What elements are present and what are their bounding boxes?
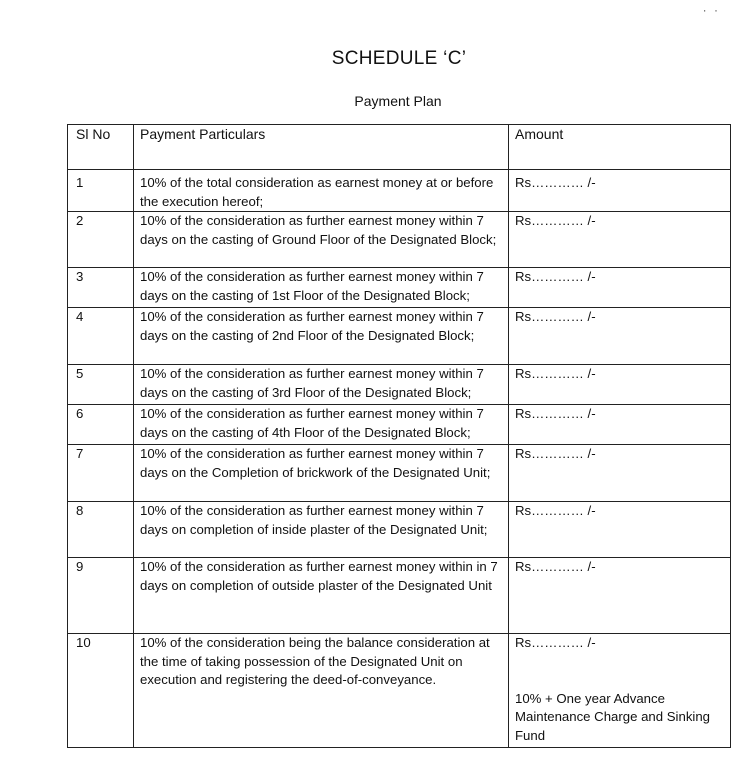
row-amount: Rs………… /- bbox=[509, 268, 731, 308]
row-sl-no: 9 bbox=[68, 558, 134, 634]
row-particulars: 10% of the consideration being the balance consideration at the time of taking possession of the Designated Unit on execution and registering the deed-of-conveyance. bbox=[134, 634, 509, 748]
row-sl-no: 2 bbox=[68, 212, 134, 268]
row-sl-no: 6 bbox=[68, 405, 134, 445]
table-row bbox=[68, 502, 731, 558]
row-particulars: 10% of the consideration as further earnest money within 7 days on the casting of Ground Floor of the Designated Block; bbox=[134, 212, 509, 268]
table-row bbox=[68, 445, 731, 502]
table-row bbox=[68, 634, 731, 748]
row-sl-no: 10 bbox=[68, 634, 134, 748]
row-particulars: 10% of the consideration as further earnest money within 7 days on the Completion of brickwork of the Designated Unit; bbox=[134, 445, 509, 502]
row-sl-no: 4 bbox=[68, 308, 134, 365]
row-sl-no: 1 bbox=[68, 170, 134, 212]
row-particulars: 10% of the total consideration as earnest money at or before the execution hereof; bbox=[134, 170, 509, 212]
row-particulars: 10% of the consideration as further earnest money within 7 days on completion of inside plaster of the Designated Unit; bbox=[134, 502, 509, 558]
corner-mark: · · bbox=[702, 3, 720, 17]
row-particulars: 10% of the consideration as further earnest money within 7 days on the casting of 4th Floor of the Designated Block; bbox=[134, 405, 509, 445]
row-amount: Rs………… /- bbox=[509, 502, 731, 558]
row-amount: Rs………… /- bbox=[509, 170, 731, 212]
row-amount-cell bbox=[509, 634, 731, 748]
document-title: SCHEDULE ‘C’ bbox=[331, 48, 467, 69]
table-row bbox=[68, 558, 731, 634]
row-amount: Rs………… /- bbox=[509, 212, 731, 268]
header-sl-no: Sl No bbox=[68, 125, 134, 170]
amount-note: 10% + One year Advance Maintenance Charge and Sinking Fund bbox=[515, 690, 711, 743]
row-amount: Rs………… /- bbox=[509, 445, 731, 502]
row-sl-no: 3 bbox=[68, 268, 134, 308]
table-header-row bbox=[68, 125, 731, 170]
table-row bbox=[68, 268, 731, 308]
row-particulars: 10% of the consideration as further earnest money within 7 days on the casting of 2nd Floor of the Designated Block; bbox=[134, 308, 509, 365]
document-subtitle: Payment Plan bbox=[354, 93, 442, 109]
table-row bbox=[68, 212, 731, 268]
row-amount: Rs………… /- bbox=[515, 635, 596, 650]
payment-plan-table bbox=[67, 124, 731, 748]
table-row bbox=[68, 308, 731, 365]
table-row bbox=[68, 405, 731, 445]
row-amount: Rs………… /- bbox=[509, 558, 731, 634]
row-particulars: 10% of the consideration as further earnest money within in 7 days on completion of outside plaster of the Designated Unit bbox=[134, 558, 509, 634]
row-particulars: 10% of the consideration as further earnest money within 7 days on the casting of 1st Floor of the Designated Block; bbox=[134, 268, 509, 308]
row-amount: Rs………… /- bbox=[509, 405, 731, 445]
header-amount: Amount bbox=[509, 125, 731, 170]
row-sl-no: 5 bbox=[68, 365, 134, 405]
header-payment-particulars: Payment Particulars bbox=[134, 125, 509, 170]
row-amount: Rs………… /- bbox=[509, 365, 731, 405]
row-sl-no: 7 bbox=[68, 445, 134, 502]
row-sl-no: 8 bbox=[68, 502, 134, 558]
table-row bbox=[68, 365, 731, 405]
table-row bbox=[68, 170, 731, 212]
row-particulars: 10% of the consideration as further earnest money within 7 days on the casting of 3rd Floor of the Designated Block; bbox=[134, 365, 509, 405]
row-amount: Rs………… /- bbox=[509, 308, 731, 365]
